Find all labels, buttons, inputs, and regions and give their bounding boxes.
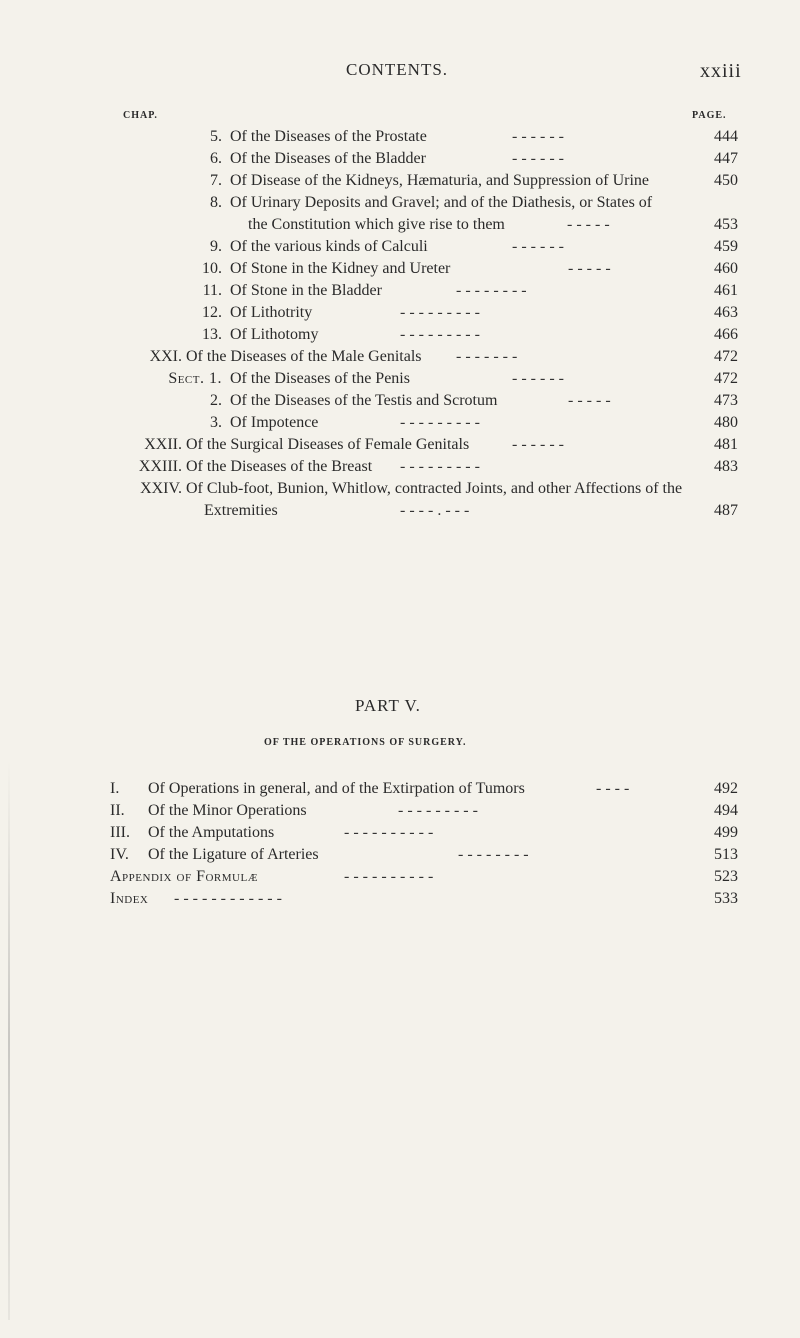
- section-number: 3.: [210, 414, 222, 431]
- toc-entry: [0, 324, 800, 346]
- leader-dots: - - - - - - -: [456, 348, 518, 365]
- toc-entry: [0, 236, 800, 258]
- entry-title: Of the Amputations: [148, 824, 275, 841]
- running-header-title: CONTENTS.: [346, 60, 449, 79]
- entry-page: 450: [714, 172, 738, 189]
- leader-dots: - - - - - -: [512, 370, 564, 387]
- toc-entry: [0, 126, 800, 148]
- entry-page: 463: [714, 304, 738, 321]
- entry-number: 8.: [210, 194, 222, 211]
- leader-dots: - - - - - - - - -: [400, 458, 480, 475]
- toc-entry: [0, 888, 800, 910]
- entry-title: Of the Diseases of the Testis and Scrotum: [230, 392, 498, 409]
- entry-title: Of Stone in the Bladder: [230, 282, 382, 299]
- entry-page: 459: [714, 238, 738, 255]
- entry-title: Of the Diseases of the Bladder: [230, 150, 426, 167]
- entry-page: 483: [714, 458, 738, 475]
- leader-dots: - - - - - - - - -: [400, 414, 480, 431]
- entry-title: Of Disease of the Kidneys, Hæmaturia, and Suppression of Urine: [230, 172, 650, 189]
- entry-title: the Constitution which give rise to them: [248, 216, 505, 233]
- entry-title: Of the Diseases of the Prostate: [230, 128, 427, 145]
- leader-dots: - - - - -: [567, 216, 610, 233]
- entry-page: 460: [714, 260, 738, 277]
- entry-page: 492: [714, 780, 738, 797]
- entry-title: Index: [110, 890, 149, 907]
- toc-entry: [0, 866, 800, 888]
- chapter-number: I.: [110, 780, 120, 797]
- entry-title: Of Operations in general, and of the Extirpation of Tumors: [148, 780, 525, 797]
- entry-title: Of the Diseases of the Breast: [186, 458, 373, 475]
- entry-number: 13.: [202, 326, 222, 343]
- toc-entry: [0, 170, 800, 192]
- toc-entry: [0, 456, 800, 478]
- entry-title: Of the Minor Operations: [148, 802, 307, 819]
- toc-entry: [0, 258, 800, 280]
- entry-title: Of Impotence: [230, 414, 319, 431]
- leader-dots: - - - - - - - - - -: [344, 824, 434, 841]
- page-column-heading: PAGE.: [692, 110, 727, 121]
- toc-entry: [0, 800, 800, 822]
- chapter-number: XXIV.: [140, 480, 182, 497]
- leader-dots: - - - - -: [568, 392, 611, 409]
- entry-title: Of the Diseases of the Penis: [230, 370, 410, 387]
- toc-entry: [0, 346, 800, 368]
- toc-entry-continuation: [0, 500, 800, 522]
- part-title: PART V.: [355, 696, 421, 715]
- chapter-number: XXIII.: [138, 458, 182, 475]
- entry-page: 444: [714, 128, 738, 145]
- entry-title: Extremities: [204, 502, 278, 519]
- entry-title: Of Lithotomy: [230, 326, 319, 343]
- toc-entry: [0, 280, 800, 302]
- entry-title: Appendix of Formulæ: [110, 868, 258, 885]
- toc-entry: [0, 822, 800, 844]
- chap-column-heading: CHAP.: [123, 110, 158, 121]
- chapter-number: III.: [110, 824, 130, 841]
- entry-page: 487: [714, 502, 738, 519]
- toc-entry: [0, 478, 800, 500]
- entry-page: 461: [714, 282, 738, 299]
- entry-title: Of the Ligature of Arteries: [148, 846, 319, 863]
- entry-number: 7.: [210, 172, 222, 189]
- toc-entry: [0, 368, 800, 390]
- leader-dots: - - - - - - - -: [458, 846, 529, 863]
- leader-dots: - - - - - - - -: [456, 282, 527, 299]
- toc-entry: [0, 302, 800, 324]
- entry-number: 10.: [202, 260, 222, 277]
- entry-page: 523: [714, 868, 738, 885]
- entry-page: 472: [714, 348, 738, 365]
- entry-page: 481: [714, 436, 738, 453]
- part-subtitle: OF THE OPERATIONS OF SURGERY.: [264, 737, 467, 748]
- toc-entry: [0, 412, 800, 434]
- entry-page: 453: [714, 216, 738, 233]
- leader-dots: - - - - . - - -: [400, 502, 470, 519]
- chapter-number: IV.: [110, 846, 129, 863]
- toc-entry: [0, 778, 800, 800]
- leader-dots: - - - -: [596, 780, 630, 797]
- entry-page: 472: [714, 370, 738, 387]
- chapter-number: XXI.: [149, 348, 182, 365]
- toc-entry-continuation: [0, 214, 800, 236]
- leader-dots: - - - - - -: [512, 238, 564, 255]
- entry-title: Of the Surgical Diseases of Female Genitals: [186, 436, 470, 453]
- entry-page: 473: [714, 392, 738, 409]
- toc-entry: [0, 844, 800, 866]
- toc-entry: [0, 148, 800, 170]
- toc-entry: [0, 192, 800, 214]
- chapter-number: XXII.: [144, 436, 182, 453]
- leader-dots: - - - - - - - - -: [400, 326, 480, 343]
- running-header-page-number: xxiii: [700, 60, 742, 82]
- entry-page: 466: [714, 326, 738, 343]
- entry-number: 9.: [210, 238, 222, 255]
- entry-title: Of the various kinds of Calculi: [230, 238, 428, 255]
- entry-title: Of Stone in the Kidney and Ureter: [230, 260, 451, 277]
- leader-dots: - - - - -: [568, 260, 611, 277]
- entry-page: 499: [714, 824, 738, 841]
- section-number: Sect. 1.: [168, 370, 222, 387]
- entry-title: Of the Diseases of the Male Genitals: [186, 348, 422, 365]
- entry-page: 480: [714, 414, 738, 431]
- entry-title: Of Lithotrity: [230, 304, 313, 321]
- entry-page: 513: [714, 846, 738, 863]
- chapter-number: II.: [110, 802, 125, 819]
- entry-page: 494: [714, 802, 738, 819]
- toc-entry: [0, 434, 800, 456]
- entry-title: Of Urinary Deposits and Gravel; and of the Diathesis, or States of: [230, 194, 653, 211]
- entry-number: 12.: [202, 304, 222, 321]
- entry-title: Of Club-foot, Bunion, Whitlow, contracted Joints, and other Affections of the: [186, 480, 683, 497]
- entry-page: 533: [714, 890, 738, 907]
- leader-dots: - - - - - -: [512, 436, 564, 453]
- entry-number: 11.: [202, 282, 222, 299]
- leader-dots: - - - - - - - - -: [398, 802, 478, 819]
- leader-dots: - - - - - -: [512, 150, 564, 167]
- leader-dots: - - - - - - - - -: [400, 304, 480, 321]
- section-number: 2.: [210, 392, 222, 409]
- leader-dots: - - - - - - - - - - - -: [174, 890, 282, 907]
- leader-dots: - - - - - - - - - -: [344, 868, 434, 885]
- entry-number: 6.: [210, 150, 222, 167]
- toc-entry: [0, 390, 800, 412]
- entry-page: 447: [714, 150, 738, 167]
- entry-number: 5.: [210, 128, 222, 145]
- leader-dots: - - - - - -: [512, 128, 564, 145]
